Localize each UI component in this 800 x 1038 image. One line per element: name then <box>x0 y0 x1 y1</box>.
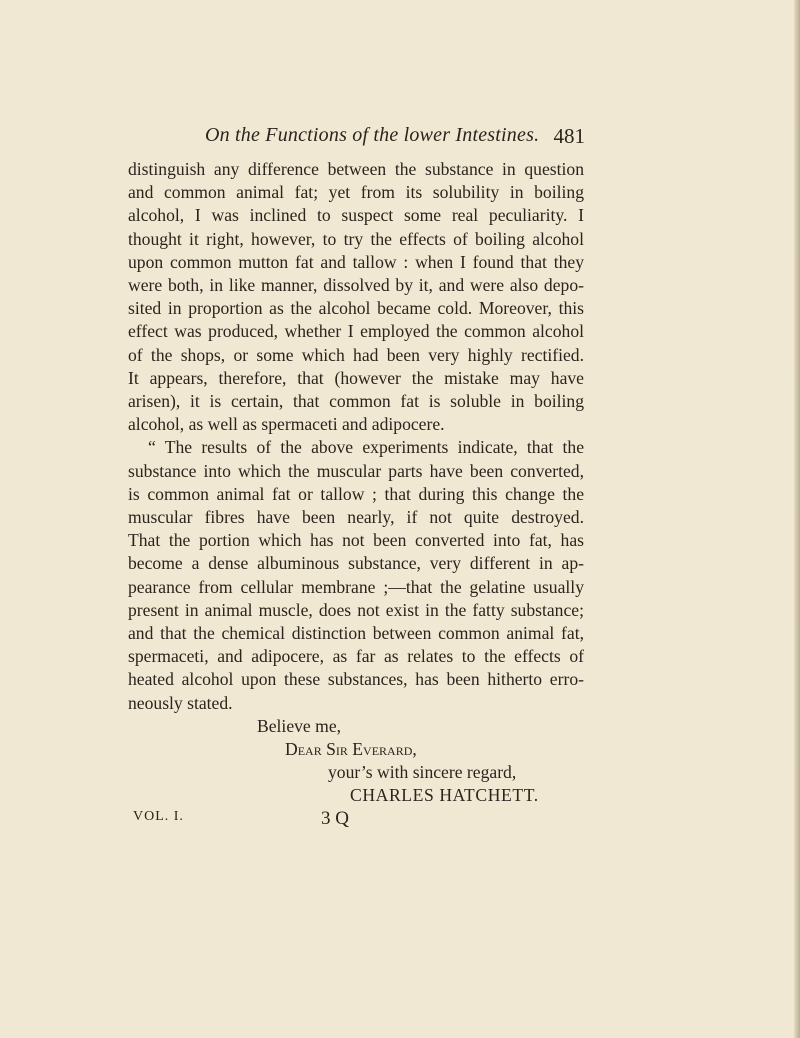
page-edge <box>794 0 800 1038</box>
text-line: alcohol, as well as spermaceti and adipocere. <box>128 414 445 435</box>
closing-believe: Believe me, <box>257 716 342 736</box>
text-line: That the portion which has not been converted into fat, has <box>128 530 584 551</box>
author-signature: CHARLES HATCHETT. <box>350 785 539 805</box>
text-line: of the shops, or some which had been very highly rectified. <box>128 344 584 365</box>
text-line: were both, in like manner, dissolved by it, and were also depo- <box>128 275 584 296</box>
text-line: arisen), it is certain, that common fat is soluble in boiling <box>128 391 584 412</box>
signature-mark: 3 Q <box>321 808 349 829</box>
running-title: On the Functions of the lower Intestines. <box>205 124 540 146</box>
text-line: pearance from cellular membrane ;—that the gelatine usually <box>128 576 584 597</box>
text-line: distinguish any difference between the substance in question <box>128 159 584 179</box>
text-line: alcohol, I was inclined to suspect some real peculiarity. I <box>128 205 584 226</box>
text-line: spermaceti, and adipocere, as far as relates to the effects of <box>128 646 584 667</box>
text-line: present in animal muscle, does not exist in the fatty substance; <box>128 599 584 620</box>
text-line: become a dense albuminous substance, very different in ap- <box>128 553 584 574</box>
text-line: and that the chemical distinction between common animal fat, <box>128 623 584 644</box>
text-line: and common animal fat; yet from its solubility in boiling <box>128 182 584 203</box>
text-line: sited in proportion as the alcohol became cold. Moreover, this <box>128 298 584 319</box>
closing-salutation: Dear Sir Everard, <box>285 739 417 759</box>
text-line: thought it right, however, to try the effects of boiling alcohol <box>128 228 584 249</box>
body-text <box>128 158 584 715</box>
text-line: substance into which the muscular parts have been converted, <box>128 460 584 481</box>
text-line: It appears, therefore, that (however the mistake may have <box>128 367 584 388</box>
running-header <box>205 124 585 154</box>
text-line: heated alcohol upon these substances, has been hitherto erro- <box>128 669 584 690</box>
text-line: upon common mutton fat and tallow : when I found that they <box>128 251 584 272</box>
text-line: muscular fibres have been nearly, if not quite destroyed. <box>128 507 584 528</box>
closing-regard: your’s with sincere regard, <box>328 762 517 782</box>
text-line: effect was produced, whether I employed the common alcohol <box>128 321 584 342</box>
page-number: 481 <box>553 124 585 148</box>
text-line: is common animal fat or tallow ; that during this change the <box>128 483 584 504</box>
text-line: “ The results of the above experiments indicate, that the <box>148 437 584 458</box>
text-line: neously stated. <box>128 692 233 713</box>
volume-label: VOL. I. <box>133 809 184 824</box>
